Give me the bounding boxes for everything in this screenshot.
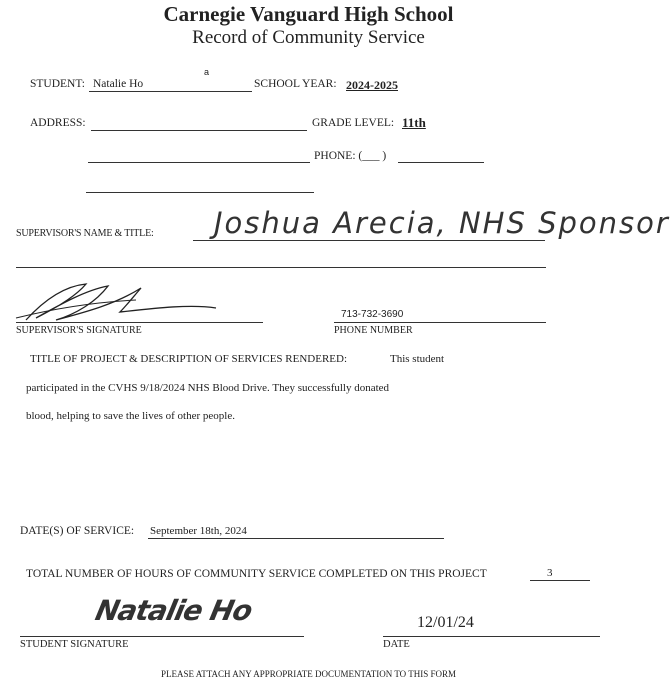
supervisor-name-label: SUPERVISOR'S NAME & TITLE: [16, 228, 154, 239]
date-label: DATE [383, 639, 410, 650]
student-signature-mark: Natalie Ho [92, 594, 255, 627]
dates-of-service-line [148, 538, 444, 539]
student-value: Natalie Ho [93, 78, 144, 90]
supervisor-name-value: Joshua Arecia, NHS Sponsor [214, 206, 670, 240]
phone-line [398, 162, 484, 163]
student-signature-label: STUDENT SIGNATURE [20, 639, 129, 650]
dates-of-service-value: September 18th, 2024 [150, 525, 247, 537]
project-label: TITLE OF PROJECT & DESCRIPTION OF SERVICES RENDERED: [30, 353, 348, 365]
student-line [89, 91, 252, 92]
student-label: STUDENT: [30, 78, 86, 90]
dates-of-service-label: DATE(S) OF SERVICE: [20, 525, 135, 537]
phone-label: PHONE: (___ ) [314, 150, 387, 162]
form-title: Record of Community Service [192, 27, 425, 48]
date-line [383, 636, 600, 637]
supervisor-signature-mark [16, 278, 266, 328]
supervisor-signature-line [16, 322, 263, 323]
date-value: 12/01/24 [417, 614, 474, 631]
total-hours-value: 3 [547, 567, 553, 579]
supervisor-signature-label: SUPERVISOR'S SIGNATURE [16, 325, 142, 336]
address-line-1 [91, 130, 307, 131]
project-line-3: blood, helping to save the lives of other people. [26, 410, 235, 422]
grade-level-value: 11th [402, 115, 426, 130]
address-line-2 [88, 162, 310, 163]
supervisor-extra-line [16, 267, 546, 268]
supervisor-phone-line [334, 322, 546, 323]
school-year-value: 2024-2025 [346, 78, 398, 92]
address-label: ADDRESS: [30, 117, 86, 129]
total-hours-label: TOTAL NUMBER OF HOURS OF COMMUNITY SERVICE COMPLETED ON THIS PROJECT [26, 568, 487, 580]
footer-note: PLEASE ATTACH ANY APPROPRIATE DOCUMENTATION TO THIS FORM [160, 669, 456, 679]
grade-level-label: GRADE LEVEL: [312, 117, 395, 129]
school-year-label: SCHOOL YEAR: [254, 78, 337, 90]
school-name: Carnegie Vanguard High School [163, 2, 454, 26]
project-line-2: participated in the CVHS 9/18/2024 NHS Blood Drive. They successfully donated [26, 382, 390, 394]
supervisor-phone-value: 713-732-3690 [341, 309, 404, 320]
supervisor-name-line [193, 240, 545, 241]
stray-mark: a [204, 67, 210, 77]
student-signature-line [20, 636, 304, 637]
supervisor-phone-label: PHONE NUMBER [334, 325, 413, 336]
project-line-1: This student [390, 353, 445, 365]
total-hours-line [530, 580, 590, 581]
address-line-3 [86, 192, 314, 193]
